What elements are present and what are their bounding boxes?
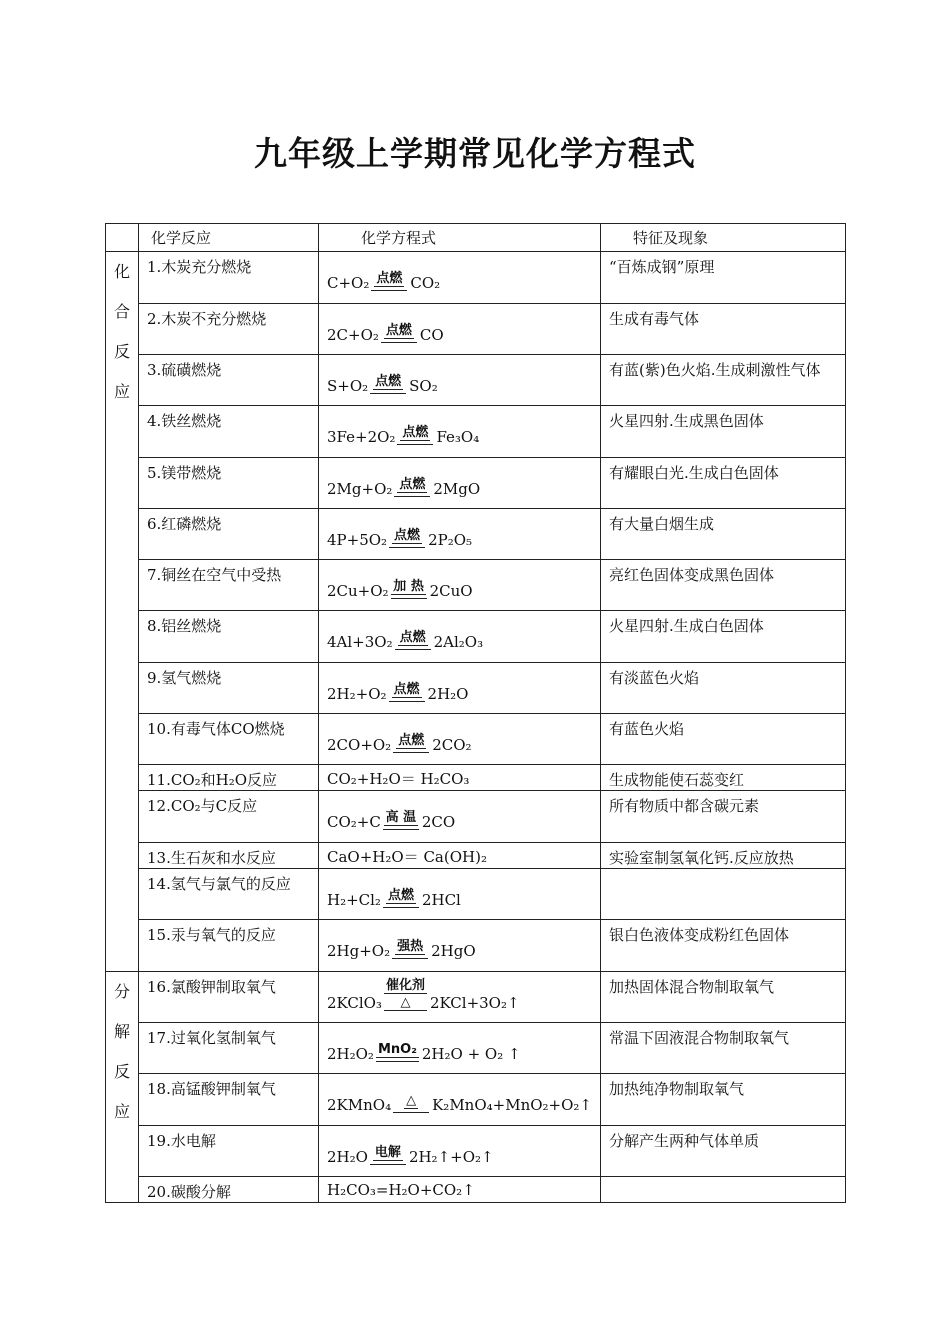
reaction-name: 10.有毒气体CO燃烧	[139, 714, 319, 765]
table-row	[106, 714, 846, 765]
page-title: 九年级上学期常见化学方程式	[254, 134, 696, 173]
equals-bar	[371, 290, 407, 291]
reactants: 4Al+3O₂	[327, 633, 393, 651]
reaction-condition	[389, 528, 425, 555]
reactants: 2KMnO₄	[327, 1096, 392, 1114]
reaction-name: 12.CO₂与C反应	[139, 791, 319, 843]
table-row	[106, 843, 846, 869]
observation: 有蓝(紫)色火焰.生成刺激性气体	[601, 355, 846, 406]
reactants: 2H₂O	[327, 1148, 368, 1166]
reactants: 2CO+O₂	[327, 736, 392, 754]
equation-cell	[319, 1023, 601, 1074]
table-row	[106, 1074, 846, 1126]
reaction-condition	[370, 1145, 406, 1172]
reaction-condition	[395, 630, 431, 657]
equation-cell	[319, 1177, 601, 1203]
condition-label: △	[406, 1093, 417, 1108]
table-row	[106, 972, 846, 1023]
products: 2MgO	[433, 480, 481, 498]
equals-bar	[370, 1164, 406, 1165]
equation-cell	[319, 406, 601, 458]
reactants: S+O₂	[327, 377, 369, 395]
reaction-condition	[393, 733, 429, 760]
table-row	[106, 1023, 846, 1074]
observation: “百炼成钢”原理	[601, 252, 846, 304]
observation: 生成有毒气体	[601, 304, 846, 355]
observation: 所有物质中都含碳元素	[601, 791, 846, 843]
reaction-condition	[389, 682, 425, 709]
equation-cell	[319, 560, 601, 611]
products: Fe₃O₄	[436, 428, 480, 446]
products: 2HCl	[421, 891, 461, 909]
reactants: 2KClO₃	[327, 994, 382, 1012]
group-decomposition	[106, 972, 139, 1203]
reaction-name: 15.汞与氧气的反应	[139, 920, 319, 972]
equation-text: CO₂+H₂O＝ H₂CO₃	[327, 769, 470, 788]
equation-cell	[319, 663, 601, 714]
observation: 有大量白烟生成	[601, 509, 846, 560]
equals-bar	[376, 1061, 419, 1062]
group-combination	[106, 252, 139, 972]
equation-cell	[319, 252, 601, 304]
reaction-condition	[383, 888, 419, 915]
equation-cell	[319, 355, 601, 406]
reaction-name: 14.氢气与氯气的反应	[139, 869, 319, 920]
condition-label: 催化剂	[385, 978, 425, 993]
reaction-condition	[394, 477, 430, 504]
table-row	[106, 252, 846, 304]
equation-cell	[319, 714, 601, 765]
equation-table	[105, 223, 846, 1203]
equation-cell	[319, 765, 601, 791]
equals-bar	[383, 829, 419, 830]
reaction-name: 3.硫磺燃烧	[139, 355, 319, 406]
observation: 加热纯净物制取氧气	[601, 1074, 846, 1126]
observation: 实验室制氢氧化钙.反应放热	[601, 843, 846, 869]
products: 2HgO	[431, 942, 476, 960]
reactants: 2Mg+O₂	[327, 480, 393, 498]
observation: 亮红色固体变成黑色固体	[601, 560, 846, 611]
reaction-condition	[397, 425, 433, 452]
products: 2KCl+3O₂↑	[429, 994, 520, 1012]
products: CO	[419, 326, 444, 344]
products: 2H₂O	[427, 685, 469, 703]
table-row	[106, 791, 846, 843]
condition-label: 点燃	[375, 374, 402, 389]
observation: 火星四射.生成黑色固体	[601, 406, 846, 458]
equation-cell	[319, 920, 601, 972]
condition-label: 点燃	[402, 425, 429, 440]
condition-label: 点燃	[376, 271, 403, 286]
reactants: 2C+O₂	[327, 326, 379, 344]
equals-bar	[389, 701, 425, 702]
equation-cell	[319, 1074, 601, 1126]
header-equation: 化学方程式	[319, 224, 601, 252]
equation-cell	[319, 843, 601, 869]
reactants: 2H₂+O₂	[327, 685, 387, 703]
reactants: 2H₂O₂	[327, 1045, 374, 1063]
products: 2P₂O₅	[428, 531, 473, 549]
table-row	[106, 304, 846, 355]
observation: 有淡蓝色火焰	[601, 663, 846, 714]
header-blank	[106, 224, 139, 252]
table-row	[106, 355, 846, 406]
equals-bar	[384, 1010, 427, 1011]
observation: 生成物能使石蕊变红	[601, 765, 846, 791]
condition-label: 点燃	[393, 682, 420, 697]
reactants: 2Hg+O₂	[327, 942, 391, 960]
condition-label: 点燃	[385, 323, 412, 338]
reaction-condition	[371, 271, 407, 298]
condition-label: 点燃	[387, 888, 414, 903]
observation: 有耀眼白光.生成白色固体	[601, 458, 846, 509]
equals-bar	[383, 907, 419, 908]
equation-cell	[319, 509, 601, 560]
table-row	[106, 458, 846, 509]
equals-bar	[393, 752, 429, 753]
equation-cell	[319, 1126, 601, 1177]
condition-label: 点燃	[398, 733, 425, 748]
condition-label: 高 温	[385, 810, 417, 825]
reaction-condition	[376, 1042, 419, 1069]
reaction-name: 16.氯酸钾制取氧气	[139, 972, 319, 1023]
observation: 银白色液体变成粉红色固体	[601, 920, 846, 972]
table-row	[106, 509, 846, 560]
equation-cell	[319, 869, 601, 920]
table-header-row	[106, 224, 846, 252]
reaction-name: 1.木炭充分燃烧	[139, 252, 319, 304]
products: K₂MnO₄+MnO₂+O₂↑	[432, 1096, 592, 1114]
header-reaction: 化学反应	[139, 224, 319, 252]
reaction-condition	[370, 374, 406, 401]
products: 2CO₂	[432, 736, 472, 754]
condition-label: 点燃	[399, 630, 426, 645]
products: 2CO	[421, 813, 456, 831]
condition-label: 电解	[374, 1145, 401, 1160]
reaction-name: 19.水电解	[139, 1126, 319, 1177]
reaction-condition	[391, 579, 427, 606]
table-row	[106, 765, 846, 791]
reactants: 2Cu+O₂	[327, 582, 389, 600]
reaction-name: 5.镁带燃烧	[139, 458, 319, 509]
reaction-name: 2.木炭不充分燃烧	[139, 304, 319, 355]
table-row	[106, 1177, 846, 1203]
header-observation: 特征及现象	[601, 224, 846, 252]
reaction-name: 18.高锰酸钾制氧气	[139, 1074, 319, 1126]
reactants: 4P+5O₂	[327, 531, 388, 549]
table-row	[106, 663, 846, 714]
reaction-name: 20.碳酸分解	[139, 1177, 319, 1203]
heat-symbol: △	[400, 995, 411, 1010]
equals-bar	[394, 496, 430, 497]
equals-bar	[389, 547, 425, 548]
reactants: CO₂+C	[327, 813, 381, 831]
equals-bar	[391, 598, 427, 599]
products: 2CuO	[429, 582, 473, 600]
condition-label: 强热	[397, 939, 424, 954]
observation: 加热固体混合物制取氧气	[601, 972, 846, 1023]
reaction-name: 9.氢气燃烧	[139, 663, 319, 714]
equals-bar	[397, 444, 433, 445]
table-row	[106, 920, 846, 972]
group-label: 分解反应	[113, 982, 130, 1121]
reaction-name: 6.红磷燃烧	[139, 509, 319, 560]
equation-text: H₂CO₃=H₂O+CO₂↑	[327, 1181, 475, 1199]
reaction-name: 8.铝丝燃烧	[139, 611, 319, 663]
group-label: 化合反应	[113, 262, 130, 401]
reactants: H₂+Cl₂	[327, 891, 381, 909]
reaction-name: 11.CO₂和H₂O反应	[139, 765, 319, 791]
products: SO₂	[409, 377, 438, 395]
observation	[601, 1177, 846, 1203]
equation-cell	[319, 458, 601, 509]
observation: 分解产生两种气体单质	[601, 1126, 846, 1177]
condition-label: 加 热	[393, 579, 424, 594]
equals-bar	[381, 342, 417, 343]
equation-cell	[319, 611, 601, 663]
table-body	[106, 252, 846, 1203]
reaction-condition	[393, 1093, 429, 1120]
reaction-name: 4.铁丝燃烧	[139, 406, 319, 458]
table-row	[106, 560, 846, 611]
equals-bar	[370, 393, 406, 394]
equals-bar	[395, 649, 431, 650]
reaction-condition	[383, 810, 419, 837]
observation	[601, 869, 846, 920]
equals-bar	[393, 1112, 429, 1113]
condition-label: 点燃	[399, 477, 426, 492]
equals-bar	[392, 958, 428, 959]
reaction-condition	[384, 978, 427, 1018]
table-row	[106, 1126, 846, 1177]
reactants: C+O₂	[327, 274, 370, 292]
condition-label: MnO₂	[377, 1042, 417, 1057]
equation-text: CaO+H₂O＝ Ca(OH)₂	[327, 847, 487, 866]
reaction-condition	[392, 939, 428, 966]
products: CO₂	[410, 274, 441, 292]
observation: 有蓝色火焰	[601, 714, 846, 765]
observation: 常温下固液混合物制取氧气	[601, 1023, 846, 1074]
table-row	[106, 611, 846, 663]
equation-cell	[319, 972, 601, 1023]
table-row	[106, 406, 846, 458]
reaction-name: 17.过氧化氢制氧气	[139, 1023, 319, 1074]
observation: 火星四射.生成白色固体	[601, 611, 846, 663]
condition-label: 点燃	[394, 528, 421, 543]
products: 2H₂↑+O₂↑	[408, 1148, 494, 1166]
products: 2Al₂O₃	[433, 633, 484, 651]
reactants: 3Fe+2O₂	[327, 428, 396, 446]
reaction-name: 7.铜丝在空气中受热	[139, 560, 319, 611]
products: 2H₂O + O₂ ↑	[421, 1045, 521, 1063]
equation-cell	[319, 791, 601, 843]
table-row	[106, 869, 846, 920]
equation-cell	[319, 304, 601, 355]
reaction-condition	[381, 323, 417, 350]
reaction-name: 13.生石灰和水反应	[139, 843, 319, 869]
